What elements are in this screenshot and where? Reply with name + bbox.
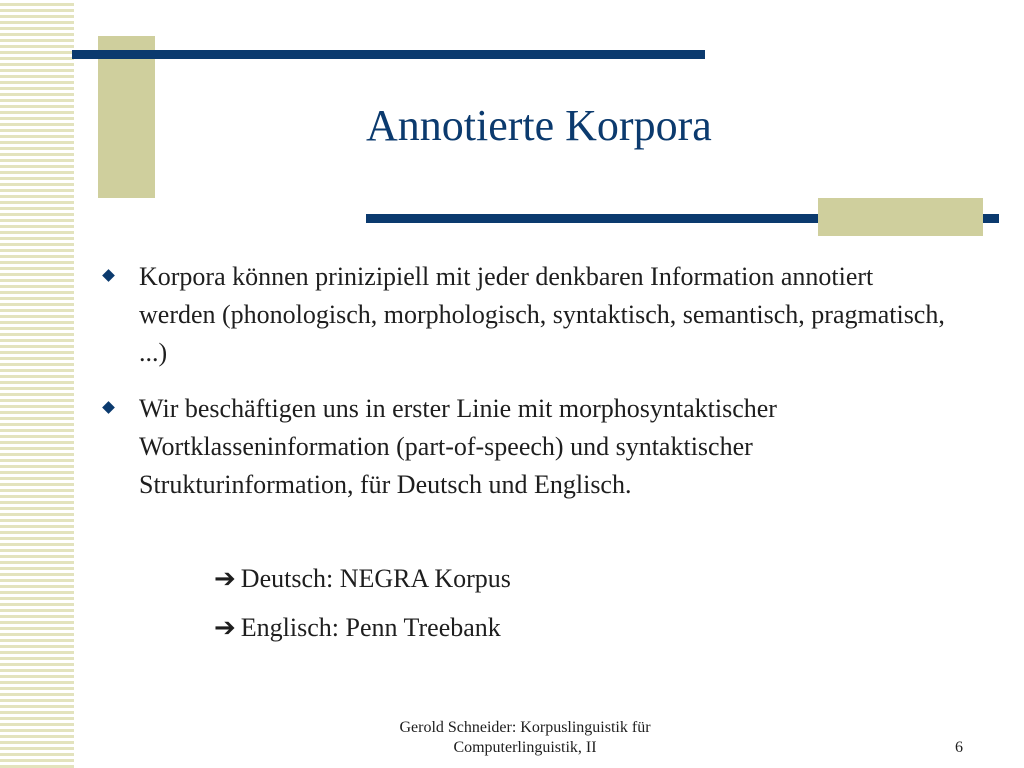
bullet-text: Korpora können prinizipiell mit jeder denkbaren Information annotiert werden (phonologisch, morphologisch, syntaktisch, semantisch, pragmatisch, ...) — [139, 262, 945, 367]
sub-item-text: Deutsch: NEGRA Korpus — [240, 564, 511, 593]
decorative-stripes — [0, 0, 74, 768]
sub-item-text: Englisch: Penn Treebank — [240, 613, 501, 642]
sub-item-deutsch — [214, 560, 511, 598]
footer-line-1: Gerold Schneider: Korpuslinguistik für — [399, 719, 651, 736]
sub-item-englisch — [214, 609, 501, 647]
bullet-item-2 — [104, 390, 954, 504]
decorative-bar-top — [72, 50, 705, 59]
page-number: 6 — [955, 739, 963, 756]
bullet-text: Wir beschäftigen uns in erster Linie mit morphosyntaktischer Wortklasseninformation (part-of-speech) und syntaktischer Strukturinformation, für Deutsch und Englisch. — [139, 394, 777, 499]
right-arrow-icon: ➔ — [214, 564, 236, 594]
decorative-block-top — [98, 36, 155, 198]
right-arrow-icon: ➔ — [214, 613, 236, 643]
decorative-block-bottom — [818, 198, 983, 236]
diamond-bullet-icon — [102, 401, 115, 414]
footer — [360, 718, 690, 758]
footer-line-2: Computerlinguistik, II — [453, 739, 597, 756]
diamond-bullet-icon — [102, 269, 115, 282]
slide-title: Annotierte Korpora — [366, 101, 712, 150]
bullet-item-1 — [104, 258, 954, 372]
